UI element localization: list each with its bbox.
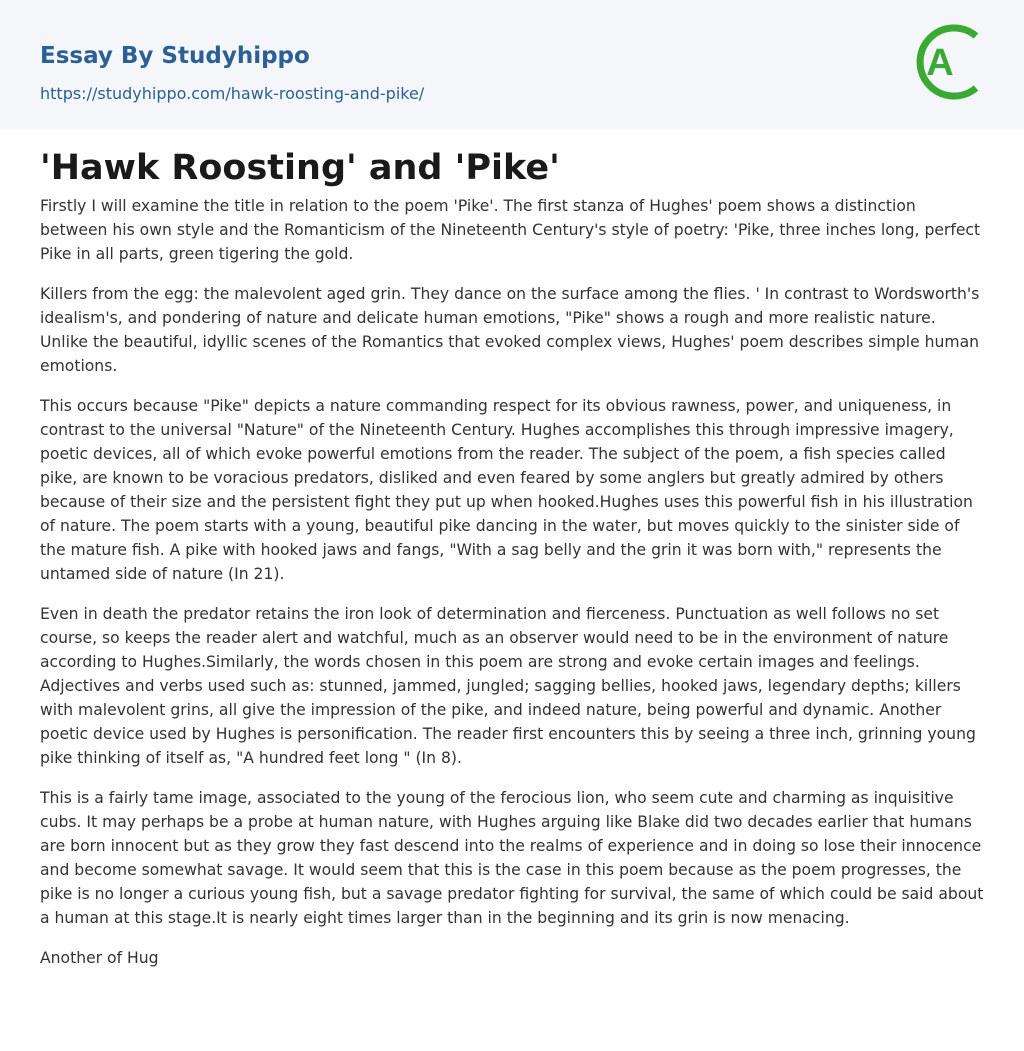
studyhippo-logo-icon[interactable] <box>910 18 988 106</box>
site-header <box>0 0 1024 129</box>
essay-paragraph: This is a fairly tame image, associated to the young of the ferocious lion, who seem cute and charming as inquisitive cubs. It may perhaps be a probe at human nature, with Hughes arguing like Blake did two decades earlier that humans are born innocent but as they grow they fast descend into the realms of experience and in doing so lose their innocence and become somewhat savage. It would seem that this is the case in this poem because as the poem progresses, the pike is no longer a curious young fish, but a savage predator fighting for survival, the same of which could be said about a human at this stage.It is nearly eight times larger than in the beginning and its grin is now menacing. <box>40 789 984 927</box>
essay-paragraph: Even in death the predator retains the iron look of determination and fierceness. Punctuation as well follows no set course, so keeps the reader alert and watchful, much as an observer would need to be in the environment of nature according to Hughes.Similarly, the words chosen in this poem are strong and evoke certain images and feelings. Adjectives and verbs used such as: stunned, jammed, jungled; sagging bellies, hooked jaws, legendary depths; killers with malevolent grins, all give the impression of the pike, and indeed nature, being powerful and dynamic. Another poetic device used by Hughes is personification. The reader first encounters this by seeing a three inch, grinning young pike thinking of itself as, "A hundred feet long " (In 8). <box>40 605 976 767</box>
essay-title: 'Hawk Roosting' and 'Pike' <box>40 148 560 188</box>
page-url-link[interactable]: https://studyhippo.com/hawk-roosting-and-pike/ <box>40 84 425 103</box>
brand-title[interactable]: Essay By Studyhippo <box>40 43 310 69</box>
essay-paragraph: This occurs because "Pike" depicts a nature commanding respect for its obvious rawness, power, and uniqueness, in contrast to the universal "Nature" of the Nineteenth Century. Hughes accomplishes this through impressive imagery, poetic devices, all of which evoke powerful emotions from the reader. The subject of the poem, a fish species called pike, are known to be voracious predators, disliked and even feared by some anglers but greatly admired by others because of their size and the persistent fight they put up when hooked.Hughes uses this powerful fish in his illustration of nature. The poem starts with a young, beautiful pike dancing in the water, but moves quickly to the sinister side of the mature fish. A pike with hooked jaws and fangs, "With a sag belly and the grin it was born with," represents the untamed side of nature (In 21). <box>40 397 973 583</box>
essay-paragraph: Firstly I will examine the title in relation to the poem 'Pike'. The first stanza of Hughes' poem shows a distinction between his own style and the Romanticism of the Nineteenth Century's style of poetry: 'Pike, three inches long, perfect Pike in all parts, green tigering the gold. <box>40 197 981 263</box>
essay-paragraph-truncated: Another of Hug <box>40 949 159 967</box>
logo-letter: A <box>926 42 954 84</box>
essay-paragraph: Killers from the egg: the malevolent aged grin. They dance on the surface among the flies. ' In contrast to Wordsworth's idealism's, and pondering of nature and delicate human emotions, "Pike" shows a rough and more realistic nature. Unlike the beautiful, idyllic scenes of the Romantics that evoked complex views, Hughes' poem describes simple human emotions. <box>40 285 980 375</box>
essay-body <box>40 194 986 986</box>
